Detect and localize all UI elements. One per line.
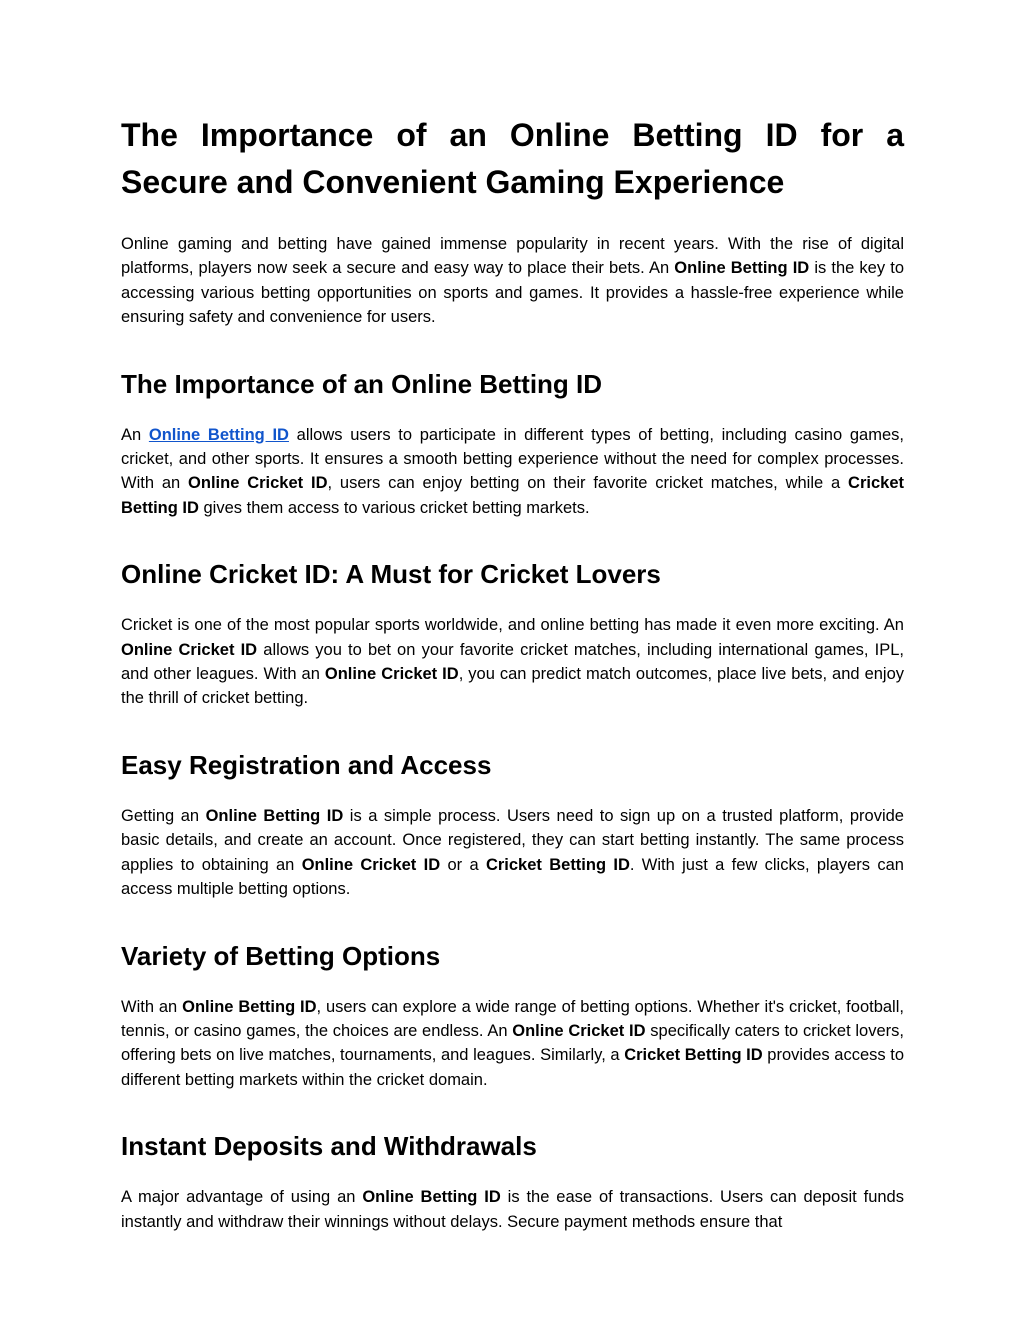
document-body [121,112,904,1272]
text-span: , users can enjoy betting on their favorite cricket matches, while a [327,474,849,493]
text-span: Cricket is one of the most popular sports worldwide, and online betting has made it even more exciting. An [121,616,904,635]
bold-term: Online Betting ID [205,806,344,825]
text-span: . With just a few clicks, players can access multiple betting options. [121,855,904,899]
text-span: , users can explore a wide range of betting options. Whether it's cricket, football, tennis, or casino games, the choices are endless. An [121,997,904,1040]
bold-term: Online Betting ID [182,997,317,1016]
bold-term: Online Betting ID [362,1188,501,1207]
text-span: is the key to accessing various betting opportunities on sports and games. It provides a hassle-free experience while ensuring safety and convenience for users. [121,259,904,327]
section-paragraph [121,804,904,902]
text-span: provides access to different betting markets within the cricket domain. [121,1046,905,1089]
section-paragraph [121,423,904,521]
bold-term: Cricket Betting ID [121,474,904,517]
section-paragraph [121,1185,904,1234]
section-heading: Instant Deposits and Withdrawals [121,1131,537,1162]
text-span: , you can predict match outcomes, place live bets, and enjoy the thrill of cricket betting. [121,665,905,708]
bold-term: Online Betting ID [674,259,810,278]
section-paragraph [121,995,904,1093]
document-title: The Importance of an Online Betting ID for a Secure and Convenient Gaming Experience [121,117,904,200]
text-span: With an [121,997,183,1016]
text-span: specifically caters to cricket lovers, offering bets on live matches, tournaments, and leagues. Similarly, a [121,1021,904,1065]
text-span: An [121,425,149,444]
intro-paragraph [121,232,904,330]
text-span: Getting an [121,806,206,825]
section-cricket-lovers [121,558,904,711]
section-paragraph [121,613,904,711]
section-heading: Variety of Betting Options [121,940,441,971]
section-registration [121,749,904,902]
section-importance [121,368,904,521]
text-span: or a [440,855,486,874]
section-heading: The Importance of an Online Betting ID [121,368,603,399]
section-betting-options [121,940,904,1093]
online-betting-id-link[interactable]: Online Betting ID [148,425,289,444]
text-span: allows you to bet on your favorite cricket matches, including international games, IPL, and other leagues. With an [121,640,905,684]
text-span: is a simple process. Users need to sign up on a trusted platform, provide basic details, and create an account. Once registered, they can start betting instantly. The same process applies to obtaining an [121,806,904,874]
section-heading: Easy Registration and Access [121,749,492,780]
text-span: A major advantage of using an [121,1188,363,1207]
bold-term: Online Cricket ID [301,855,441,874]
bold-term: Cricket Betting ID [485,855,630,874]
text-span: Online gaming and betting have gained immense popularity in recent years. With the rise of digital platforms, players now seek a secure and easy way to place their bets. An [121,235,904,278]
section-deposits [121,1130,904,1234]
bold-term: Cricket Betting ID [624,1046,763,1065]
text-span: allows users to participate in different types of betting, including casino games, cricket, and other sports. It ensures a smooth betting experience without the need for complex processes. With an [121,425,904,493]
bold-term: Online Cricket ID [121,640,258,659]
text-span: gives them access to various cricket betting markets. [198,498,590,517]
bold-term: Online Cricket ID [512,1021,646,1040]
section-heading: Online Cricket ID: A Must for Cricket Lovers [121,559,661,590]
bold-term: Online Cricket ID [188,474,328,493]
bold-term: Online Cricket ID [324,665,459,684]
text-span: is the ease of transactions. Users can deposit funds instantly and withdraw their winnings without delays. Secure payment methods ensure that [121,1188,904,1231]
